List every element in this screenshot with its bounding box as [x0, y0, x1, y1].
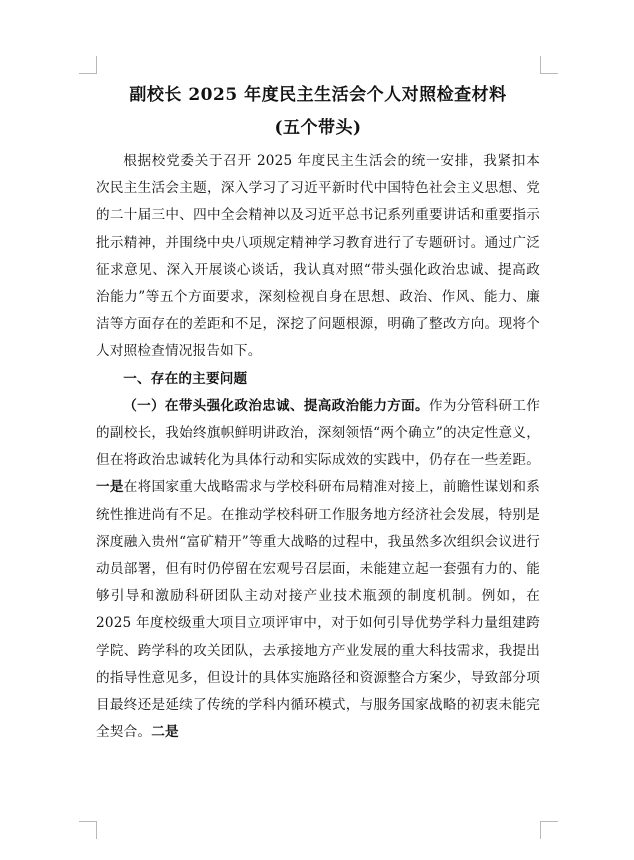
- intro-paragraph: 根据校党委关于召开 2025 年度民主生活会的统一安排，我紧扣本次民主生活会主题，深入学习了习近平新时代中国特色社会主义思想、党的二十届三中、四中全会精神以及习近平总书记系列重要讲话和重要指示批示精神，并围绕中央八项规定精神学习教育进行了专题研讨。通过广泛征求意见、深入开展谈心谈话，我认真对照“带头强化政治忠诚、提高政治能力”等五个方面要求，深刻检视自身在思想、政治、作风、能力、廉洁等方面存在的差距和不足，深挖了问题根源，明确了整改方向。现将个人对照检查情况报告如下。: [96, 153, 540, 360]
- page-corner-mark-bottom-left: [79, 821, 97, 839]
- subsection-paragraph: [96, 393, 540, 747]
- subsection-heading: （一）在带头强化政治忠诚、提高政治能力方面。: [123, 397, 429, 414]
- page-corner-mark-bottom-right: [540, 821, 558, 839]
- page-corner-mark-top-left: [79, 56, 97, 74]
- section-heading: 一、存在的主要问题: [123, 370, 248, 387]
- point-two-label: 二是: [151, 724, 179, 741]
- document-title: 副校长 2025 年度民主生活会个人对照检查材料: [129, 85, 507, 105]
- subsection-text-2: 在将国家重大战略需求与学校科研布局精准对接上，前瞻性谋划和系统性推进尚有不足。在推动学校科研工作服务地方经济社会发展，特别是深度融入贵州“富矿精开”等重大战略的过程中，我虽然多次组织会议进行动员部署，但有时仍停留在宏观号召层面，未能建立起一套强有力的、能够引导和激励科研团队主动对接产业技术瓶颈的制度机制。例如，在 2025 年度校级重大项目立项评审中，对于如何引导优势学科力量组建跨学院、跨学科的攻关团队，去承接地方产业发展的重大科技需求，我提出的指导性意见多，但设计的具体实施路径和资源整合方案少，导致部分项目最终还是延续了传统的学科内循环模式，与服务国家战略的初衷未能完全契合。: [96, 479, 541, 741]
- subsection-text-1: 作为分管科研工作的副校长，我始终旗帜鲜明讲政治，深刻领悟“两个确立”的决定性意义，但在将政治忠诚转化为具体行动和实际成效的实践中，仍存在一些差距。: [96, 397, 540, 469]
- document-subtitle: (五个带头): [274, 118, 362, 138]
- point-one-label: 一是: [96, 479, 124, 496]
- document-body: [96, 148, 540, 746]
- page-corner-mark-top-right: [540, 56, 558, 74]
